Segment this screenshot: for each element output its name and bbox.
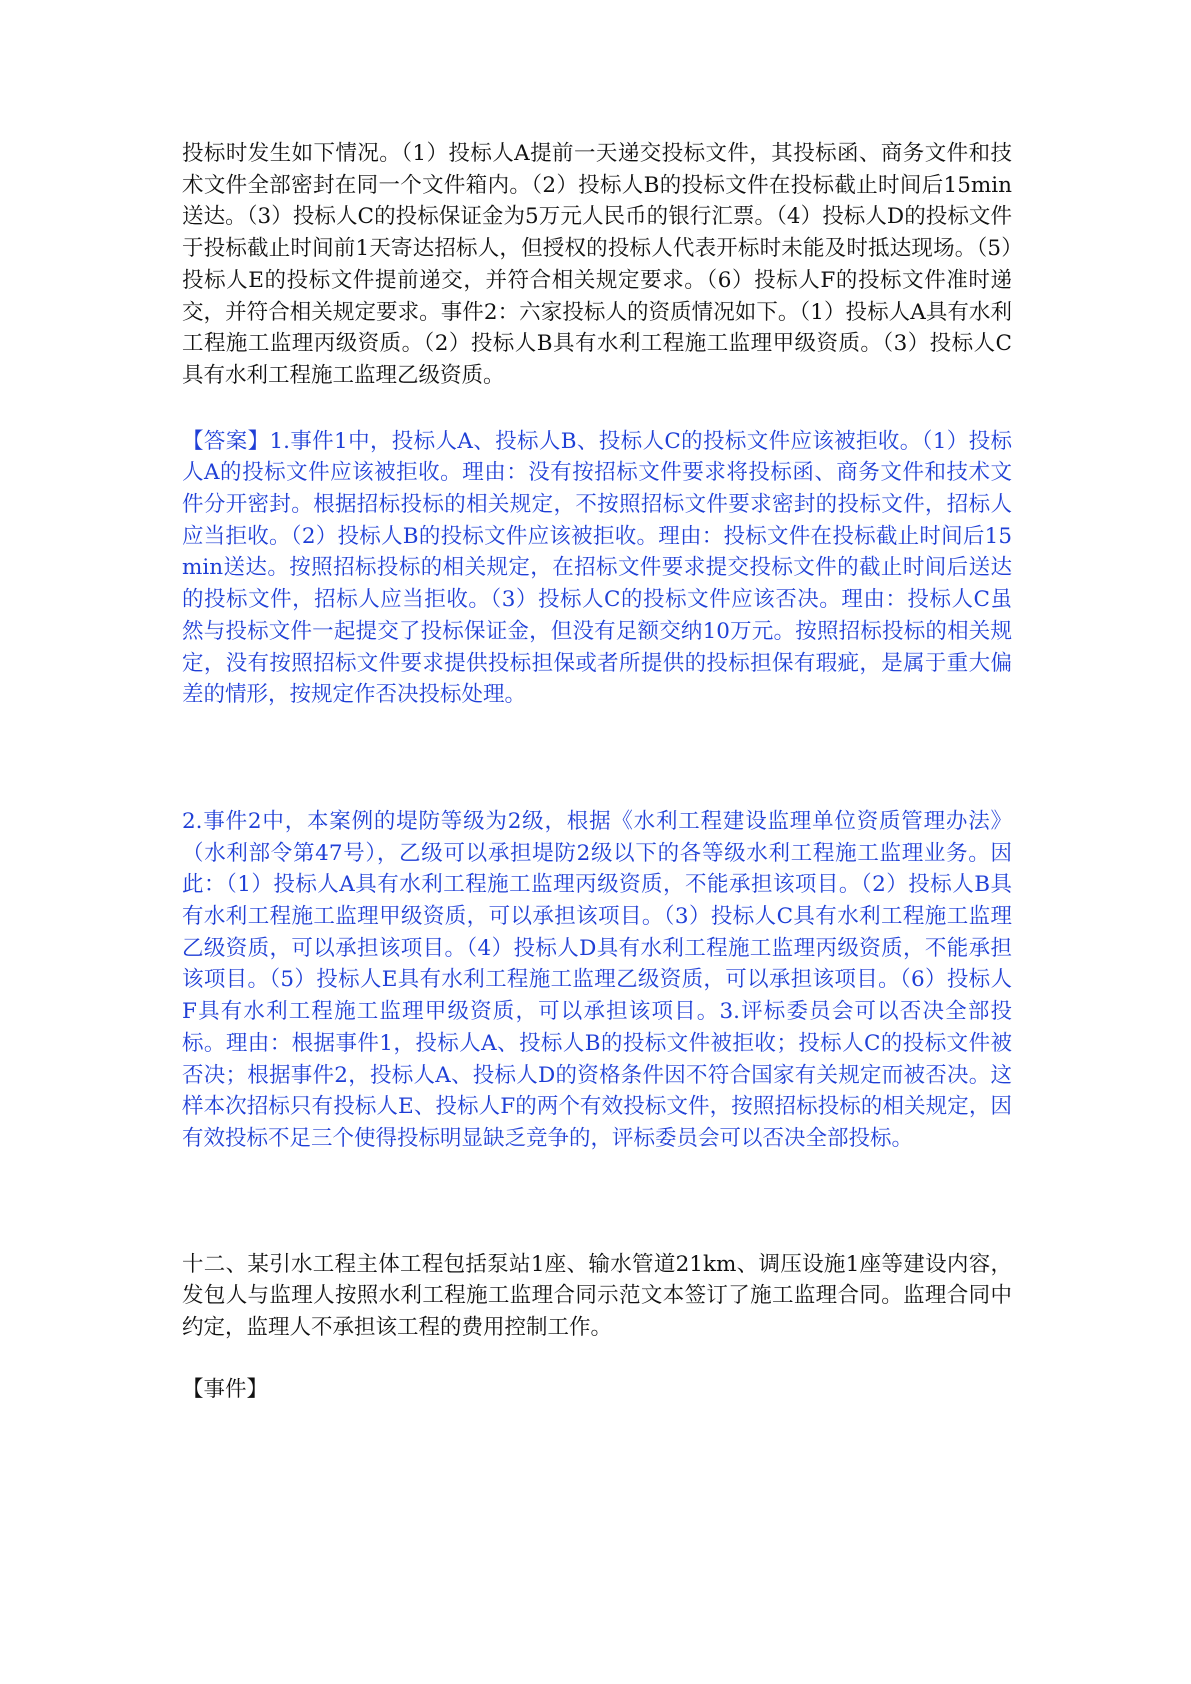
event-heading: 【事件】 <box>182 1376 269 1402</box>
spacer <box>182 711 1012 806</box>
answer-paragraph-1: 【答案】1.事件1中，投标人A、投标人B、投标人C的投标文件应该被拒收。（1）投标人A的投标文件应该被拒收。理由：没有按招标文件要求将投标函、商务文件和技术文件分开密封。根据招标投标的相关规定，不按照招标文件要求密封的投标文件，招标人应当拒收。（2）投标人B的投标文件应该被拒收。理由：投标文件在投标截止时间后15min送达。按照招标投标的相关规定，在招标文件要求提交投标文件的截止时间后送达的投标文件，招标人应当拒收。（3）投标人C的投标文件应该否决。理由：投标人C虽然与投标文件一起提交了投标保证金，但没有足额交纳10万元。按照招标投标的相关规定，没有按照招标文件要求提供投标担保或者所提供的投标担保有瑕疵，是属于重大偏差的情形，按规定作否决投标处理。 <box>182 428 1012 708</box>
spacer <box>182 1155 1012 1249</box>
spacer <box>182 392 1012 426</box>
answer-paragraph-2: 2.事件2中，本案例的堤防等级为2级，根据《水利工程建设监理单位资质管理办法》（水利部令第47号），乙级可以承担堤防2级以下的各等级水利工程施工监理业务。因此：（1）投标人A具有水利工程施工监理丙级资质，不能承担该项目。（2）投标人B具有水利工程施工监理甲级资质，可以承担该项目。（3）投标人C具有水利工程施工监理乙级资质，可以承担该项目。（4）投标人D具有水利工程施工监理丙级资质，不能承担该项目。（5）投标人E具有水利工程施工监理乙级资质，可以承担该项目。（6）投标人F具有水利工程施工监理甲级资质，可以承担该项目。3.评标委员会可以否决全部投标。理由：根据事件1，投标人A、投标人B的投标文件被拒收；投标人C的投标文件被否决；根据事件2，投标人A、投标人D的资格条件因不符合国家有关规定而被否决。这样本次招标只有投标人E、投标人F的两个有效投标文件，按照招标投标的相关规定，因有效投标不足三个使得投标明显缺乏竞争的，评标委员会可以否决全部投标。 <box>182 808 1012 1151</box>
document-page <box>182 138 1012 1406</box>
question-paragraph: 投标时发生如下情况。（1）投标人A提前一天递交投标文件，其投标函、商务文件和技术文件全部密封在同一个文件箱内。（2）投标人B的投标文件在投标截止时间后15min送达。（3）投标人C的投标保证金为5万元人民币的银行汇票。（4）投标人D的投标文件于投标截止时间前1天寄达招标人，但授权的投标人代表开标时未能及时抵达现场。（5）投标人E的投标文件提前递交，并符合相关规定要求。（6）投标人F的投标文件准时递交，并符合相关规定要求。事件2：六家投标人的资质情况如下。（1）投标人A具有水利工程施工监理丙级资质。（2）投标人B具有水利工程施工监理甲级资质。（3）投标人C具有水利工程施工监理乙级资质。 <box>182 141 1012 388</box>
question-twelve-paragraph: 十二、某引水工程主体工程包括泵站1座、输水管道21km、调压设施1座等建设内容，发包人与监理人按照水利工程施工监理合同示范文本签订了施工监理合同。监理合同中约定，监理人不承担该工程的费用控制工作。 <box>182 1251 1012 1341</box>
spacer <box>182 1344 1012 1374</box>
